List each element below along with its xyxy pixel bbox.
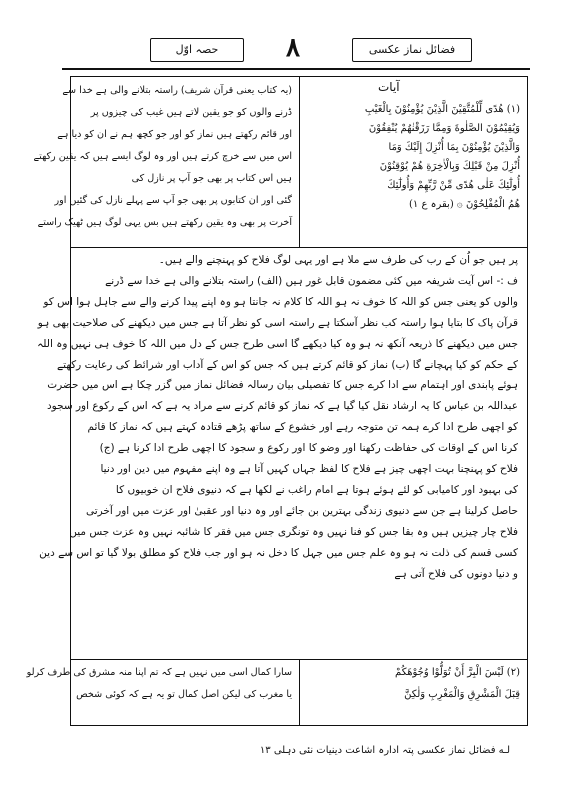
commentary-line: و دنیا دونوں کی فلاح آتی ہے [394, 567, 518, 580]
commentary-line: جس میں دیکھنے کا ذریعہ آنکھ نہ ہو وہ کیا دیکھے گا اسی طرح جس کے دل میں اللہ کا خوف ہی نہیں وہ اللہ [37, 337, 518, 350]
horizontal-divider-top [71, 247, 527, 248]
commentary-paragraph [37, 250, 518, 585]
arabic-verse-line: (٢) لَيْسَ الْبِرَّ أَنْ تُوَلُّوْا وُجُوْهَكُمْ [395, 667, 520, 678]
commentary-line: حاصل کرلینا ہے جن سے دنیوی زندگی بہترین بن جائے اور وہ دنیا اور عقبیٰ اور عزت میں اور آخرتی [85, 504, 518, 517]
commentary-line: فلاح کو پہنچنا بہت اچھی چیز ہے فلاح کا لفظ جہاں کہیں آتا ہے وہ اپنے مفہوم میں دین اور دنیا [100, 463, 518, 476]
scanned-page [26, 30, 530, 772]
commentary-line: قرآن پاک کا بتایا ہوا راستہ کب نظر آسکتا ہے راستہ اسی کو نظر آتا ہے جس میں دیکھنے کی صلاحیت بھی ہو [37, 316, 518, 329]
bottom-arabic-column [306, 662, 520, 706]
translation-line: ہیں اس کتاب پر بھی جو آپ پر نازل کی [131, 173, 292, 184]
ayat-heading: آیات [378, 80, 400, 94]
translation-line: اس میں سے خرچ کرتے ہیں اور وہ لوگ ایسے ہیں کہ یقین رکھتے [33, 151, 292, 162]
column-divider-bottom [299, 659, 300, 725]
arabic-verse-line: وَالَّذِيْنَ يُؤْمِنُوْنَ بِمَا أُنْزِلَ إِلَيْكَ وَمَا [388, 142, 520, 153]
header-rule [62, 68, 530, 70]
column-divider-top [299, 77, 300, 247]
commentary-line: فلاح چار چیزیں ہیں وہ بقا جس کو فنا نہیں وہ تونگری جس میں فقر کا شائبہ نہیں وہ عزت جس میں [69, 525, 518, 538]
commentary-line: عبداللہ بن عباس کا یہ ارشاد نقل کیا گیا ہے کہ نماز کو قائم کرنے سے مراد یہ ہے کہ اس کے رکوع اور سجود [46, 400, 518, 413]
arabic-verse-line: أُولٰٓئِكَ عَلٰى هُدًى مِّنْ رَّبِّهِمْ وَأُولٰٓئِكَ [387, 180, 520, 191]
translation-line: آخرت پر بھی وہ یقین رکھتے ہیں بس یہی لوگ ہیں ٹھیک راستے [37, 217, 292, 228]
commentary-line: کی بہبود اور کامیابی کو لئے ہوئے ہوتا ہے امام راغب نے لکھا ہے کہ دنیوی فلاح ان خوبیوں کا [115, 483, 518, 496]
commentary-line: پر ہیں جو اُن کے رب کی طرف سے ملا ہے اور یہی لوگ فلاح کو پہنچنے والے ہیں۔ [158, 254, 518, 266]
commentary-line: کرنا اس کے اوقات کی حفاظت رکھنا اور وضو کا اور رکوع و سجود کا اچھی طرح ادا کرنا ہے (ج) [99, 442, 518, 455]
bottom-translation-column [26, 662, 292, 706]
section-label: حصہ اوّل [150, 38, 244, 62]
translation-column [33, 80, 292, 234]
page-number: ٨ [286, 33, 300, 63]
commentary-line: کسی قسم کی ذلت نہ ہو وہ علم جس میں جہل کا دخل نہ ہو اور جب فلاح کو مطلق بولا گیا تو اس سے دین [39, 546, 518, 559]
book-title-label: فضائل نماز عکسی [352, 38, 472, 62]
commentary-line: والوں کو یعنی جس کو اللہ کا خوف نہ ہو اللہ کا کلام نہ جانتا ہو وہ اپنے پیدا کرنے والے سے جاہل ہوا اس کو [43, 295, 518, 308]
translation-line: سارا کمال اسی میں نہیں ہے کہ تم اپنا منہ مشرق کی طرف کرلو [26, 667, 292, 678]
footnote: لـه فضائل نماز عکسی پتہ ادارہ اشاعت دینیات نئی دہلی ١٣ [259, 745, 510, 756]
translation-line: ڈرنے والوں کو جو یقین لاتے ہیں غیب کی چیزوں پر [90, 107, 292, 118]
arabic-verse-line: هُمُ الْمُفْلِحُوْنَ ۞ (بقرہ ع ١) [409, 199, 520, 210]
arabic-verse-line: قِبَلَ الْمَشْرِقِ وَالْمَغْرِبِ وَلٰكِنَّ [404, 689, 520, 700]
arabic-verse-column [306, 100, 520, 214]
arabic-verse-line: أُنْزِلَ مِنْ قَبْلِكَ وَبِالْاٰخِرَةِ هُمْ يُوْقِنُوْنَ [379, 161, 520, 172]
page-header [62, 30, 530, 72]
translation-line: گئی اور ان کتابوں پر بھی جو آپ سے پہلے نازل کی گئیں اور [54, 195, 292, 206]
translation-line: (یہ کتاب یعنی قرآن شریف) راستہ بتلانے والی ہے خدا سے [62, 85, 292, 96]
translation-line: اور قائم رکھتے ہیں نماز کو اور جو کچھ ہم نے ان کو دیا ہے [57, 129, 292, 140]
translation-line: یا مغرب کی لیکن اصل کمال تو یہ ہے کہ کوئی شخص [76, 689, 292, 700]
arabic-verse-line: (١) هُدًى لِّلْمُتَّقِيْنَ الَّذِيْنَ يُؤْمِنُوْنَ بِالْغَيْبِ [364, 104, 520, 115]
commentary-line: کے حکم کو کیا پہچانے گا (ب) نماز کو قائم کرتے ہیں کہ جس کو اس کے آداب اور شرائط کی رعایت رکھتے [57, 358, 518, 371]
commentary-line: ف :- اس آیت شریفہ میں کئی مضمون قابل غور ہیں (الف) راستہ بتلانے والی ہے خدا سے ڈرنے [105, 274, 518, 287]
arabic-verse-line: وَيُقِيْمُوْنَ الصَّلٰوةَ وَمِمَّا رَزَقْنٰهُمْ يُنْفِقُوْنَ [368, 123, 520, 134]
commentary-line: کو اچھی طرح ادا کرے ہمہ تن متوجہ رہے اور خشوع کے ساتھ پڑھے قتادہ کہتے ہیں کہ نماز کا قائم [87, 421, 518, 434]
commentary-line: ہوئے پابندی اور اہتمام سے ادا کرے جس کا تفصیلی بیان رسالہ فضائل نماز میں گزر چکا ہے اس میں حضرت [47, 379, 518, 392]
